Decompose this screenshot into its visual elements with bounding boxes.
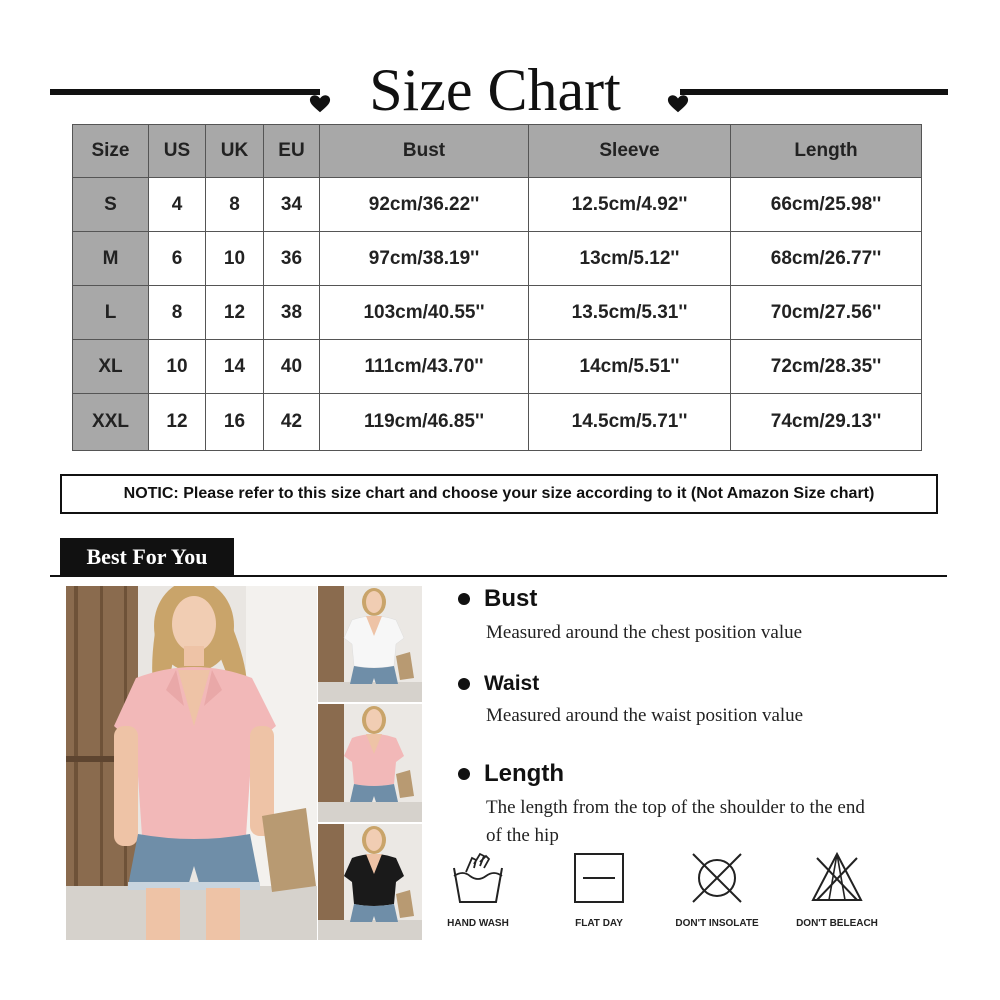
measurement-bust	[458, 585, 918, 647]
table-cell: 10	[206, 232, 264, 286]
table-cell: 8	[149, 286, 206, 340]
table-cell: 74cm/29.13''	[731, 394, 922, 451]
table-cell: 40	[264, 340, 320, 394]
title-divider-left	[50, 89, 320, 95]
best-for-you-label: Best For You	[60, 538, 234, 576]
table-cell: 92cm/36.22''	[320, 178, 529, 232]
table-cell: 6	[149, 232, 206, 286]
care-flat-dry	[544, 850, 654, 929]
care-label: DON'T INSOLATE	[675, 918, 759, 929]
flat-dry-icon	[569, 850, 629, 906]
table-cell: 103cm/40.55''	[320, 286, 529, 340]
measurement-title: Length	[484, 760, 564, 787]
table-cell: 111cm/43.70''	[320, 340, 529, 394]
table-cell: 66cm/25.98''	[731, 178, 922, 232]
care-label: DON'T BELEACH	[796, 918, 878, 929]
care-hand-wash	[423, 850, 533, 929]
measurement-description: Measured around the waist position value	[486, 705, 804, 726]
title-divider-right	[680, 89, 948, 95]
product-thumb-pink	[318, 704, 422, 822]
table-cell-size: M	[73, 232, 149, 286]
table-cell: 14	[206, 340, 264, 394]
page-title: Size Chart	[369, 57, 621, 123]
bullet-icon	[458, 678, 470, 690]
measurement-title: Waist	[484, 672, 540, 695]
header-length: Length	[731, 125, 922, 178]
header-bust: Bust	[320, 125, 529, 178]
measurement-description: Measured around the chest position value	[486, 622, 803, 643]
table-cell: 14cm/5.51''	[529, 340, 731, 394]
product-thumb-white	[318, 586, 422, 702]
heart-icon	[667, 93, 689, 115]
table-cell: 13.5cm/5.31''	[529, 286, 731, 340]
measurement-description: The length from the top of the shoulder to the end of the hip	[486, 797, 865, 846]
care-dont-bleach	[782, 850, 892, 929]
care-label: FLAT DAY	[575, 918, 623, 929]
header-us: US	[149, 125, 206, 178]
table-row	[73, 286, 922, 340]
table-cell-size: S	[73, 178, 149, 232]
table-cell: 72cm/28.35''	[731, 340, 922, 394]
product-thumb-black	[318, 824, 422, 940]
table-cell: 8	[206, 178, 264, 232]
hand-wash-icon	[448, 850, 508, 906]
table-row	[73, 178, 922, 232]
size-table	[72, 124, 922, 451]
table-row	[73, 232, 922, 286]
header-size: Size	[73, 125, 149, 178]
header-uk: UK	[206, 125, 264, 178]
table-cell: 34	[264, 178, 320, 232]
table-cell: 70cm/27.56''	[731, 286, 922, 340]
table-cell: 68cm/26.77''	[731, 232, 922, 286]
header-sleeve: Sleeve	[529, 125, 731, 178]
table-cell-size: L	[73, 286, 149, 340]
care-dont-insolate	[662, 850, 772, 929]
title-row	[0, 55, 1000, 125]
table-cell: 10	[149, 340, 206, 394]
care-label: HAND WASH	[447, 918, 509, 929]
section-divider	[50, 575, 947, 577]
table-cell: 12.5cm/4.92''	[529, 178, 731, 232]
table-cell: 12	[206, 286, 264, 340]
header-eu: EU	[264, 125, 320, 178]
dont-insolate-icon	[687, 850, 747, 906]
table-cell: 16	[206, 394, 264, 451]
table-cell: 36	[264, 232, 320, 286]
table-cell-size: XL	[73, 340, 149, 394]
table-row	[73, 340, 922, 394]
table-cell: 13cm/5.12''	[529, 232, 731, 286]
measurement-waist	[458, 672, 918, 730]
dont-bleach-icon	[807, 850, 867, 906]
table-cell: 119cm/46.85''	[320, 394, 529, 451]
size-notice: NOTIC: Please refer to this size chart and choose your size according to it (Not Amazon Size chart)	[60, 474, 938, 514]
heart-icon	[309, 93, 331, 115]
table-cell-size: XXL	[73, 394, 149, 451]
table-cell: 38	[264, 286, 320, 340]
measurement-title: Bust	[484, 585, 538, 612]
product-photo-pink	[66, 586, 317, 940]
table-cell: 42	[264, 394, 320, 451]
table-cell: 12	[149, 394, 206, 451]
table-cell: 97cm/38.19''	[320, 232, 529, 286]
measurement-length	[458, 760, 918, 850]
table-cell: 14.5cm/5.71''	[529, 394, 731, 451]
table-header-row	[73, 125, 922, 178]
table-row	[73, 394, 922, 451]
bullet-icon	[458, 768, 470, 780]
bullet-icon	[458, 593, 470, 605]
table-cell: 4	[149, 178, 206, 232]
